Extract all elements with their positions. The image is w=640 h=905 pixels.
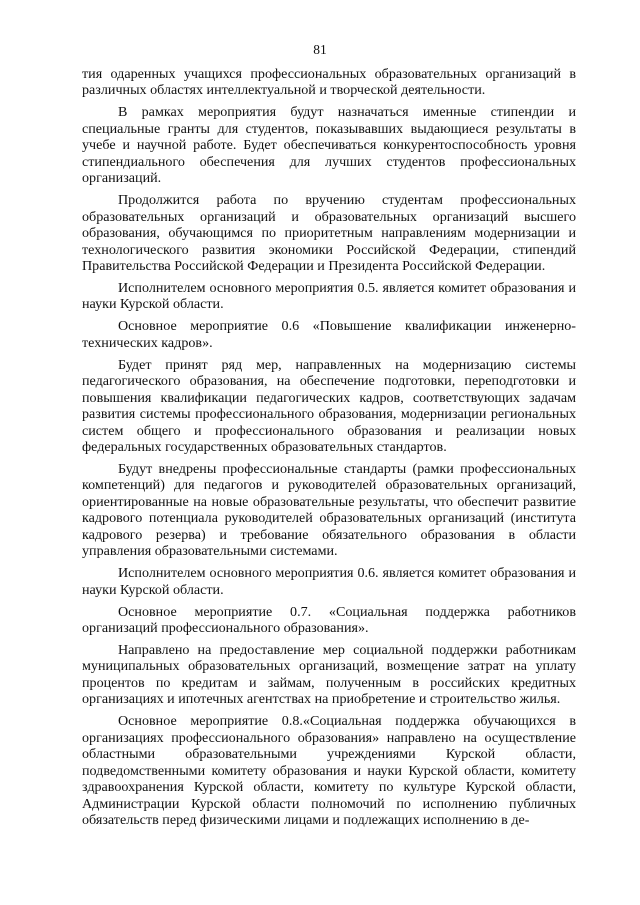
paragraph: Основное мероприятие 0.7. «Социальная поддержка работников организаций профессионального образования». [82,603,576,637]
paragraph: Будет принят ряд мер, направленных на модернизацию системы педагогического образования, на обеспечение подготовки, переподготовки и повышения квалификации педагогических кадров, соответствующих задачам развития системы профессионального образования, модернизации региональных систем общего и профессионального образования и реализации новых федеральных государственных образовательных стандартов. [82,356,576,456]
page-number: 81 [313,42,327,57]
paragraph: Исполнителем основного мероприятия 0.6. является комитет образования и науки Курской области. [82,565,576,598]
paragraph: тия одаренных учащихся профессиональных образовательных организаций в различных областях интеллектуальной и творческой деятельности. [82,66,576,99]
paragraph: В рамках мероприятия будут назначаться именные стипендии и специальные гранты для студентов, показывавших выдающиеся результаты в учебе и научной работе. Будет обеспечиваться конкурентоспособность уровня стипендиального обеспечения для лучших студентов профессиональных организаций. [82,104,576,187]
paragraph: Основное мероприятие 0.8.«Социальная поддержка обучающихся в организациях профессионального образования» направлено на осуществление областными образовательными учреждениями Курской области, подведомственными комитету образования и науки Курской области, комитету здравоохранения Курской области, комитету по культуре Курской области, Администрации Курской области полномочий по исполнению публичных обязательств перед физическими лицами и подлежащих исполнению в де- [82,713,576,829]
paragraph: Продолжится работа по вручению студентам профессиональных образовательных организаций и образовательных организаций высшего образования, обучающимся по приоритетным направлениям модернизации и технологического развития экономики Российской Федерации, стипендий Правительства Российской Федерации и Президента Российской Федерации. [82,192,576,274]
paragraph: Будут внедрены профессиональные стандарты (рамки профессиональных компетенций) для педагогов и руководителей образовательных организаций, ориентированные на новые образовательные результаты, что обеспечит развитие кадрового потенциала руководителей образовательных организаций (института кадрового резерва) и требование обязательного образования в области управления образовательными системами. [82,460,576,560]
paragraph: Исполнителем основного мероприятия 0.5. является комитет образования и науки Курской области. [82,279,576,313]
paragraph: Основное мероприятие 0.6 «Повышение квалификации инженерно-технических кадров». [82,318,576,351]
paragraph: Направлено на предоставление мер социальной поддержки работникам муниципальных образовательных организаций, возмещение затрат на уплату процентов по кредитам и займам, полученным в российских кредитных организациях и ипотечных агентствах на приобретение и строительство жилья. [82,642,576,708]
body-text [82,66,576,828]
